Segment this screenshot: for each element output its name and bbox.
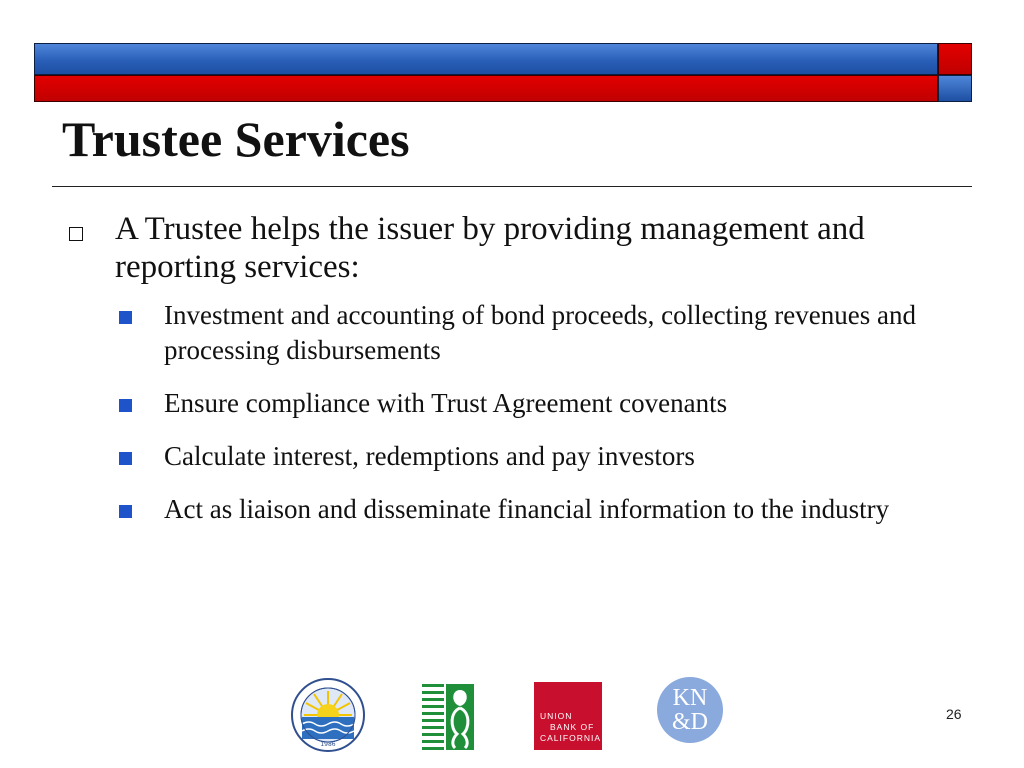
header-banner-red <box>34 75 938 102</box>
filled-square-bullet-icon <box>119 311 132 324</box>
solana-beach-seal-logo <box>290 677 366 753</box>
sub-bullet-text: Calculate interest, redemptions and pay investors <box>164 441 695 471</box>
seal-year: 1986 <box>320 741 336 748</box>
title-divider <box>52 186 972 187</box>
sub-bullet-text: Investment and accounting of bond proceeds, collecting revenues and processing disbursements <box>164 300 916 365</box>
filled-square-bullet-icon <box>119 505 132 518</box>
knd-logo <box>657 677 723 743</box>
slide-title: Trustee Services <box>62 111 410 167</box>
main-bullet-text: A Trustee helps the issuer by providing management and reporting services: <box>115 211 865 285</box>
header-square-red <box>938 43 972 75</box>
knd-logo-bottom: &D <box>672 709 708 735</box>
sub-bullet-item <box>66 386 966 421</box>
slide-body <box>66 210 966 545</box>
header-banner-blue <box>34 43 938 75</box>
filled-square-bullet-icon <box>119 399 132 412</box>
filled-square-bullet-icon <box>119 452 132 465</box>
sub-bullet-item <box>66 298 966 368</box>
sub-bullet-text: Ensure compliance with Trust Agreement covenants <box>164 388 728 418</box>
header-square-blue <box>938 75 972 102</box>
sub-bullet-list <box>66 298 966 527</box>
union-bank-logo <box>534 682 602 750</box>
page-number: 26 <box>946 706 962 722</box>
sub-bullet-item <box>66 492 966 527</box>
knd-logo-top: KN <box>672 685 708 711</box>
hollow-square-bullet-icon <box>69 227 83 241</box>
green-tree-logo <box>422 682 474 752</box>
union-bank-line2: BANK OF <box>550 722 595 732</box>
union-bank-line3: CALIFORNIA <box>540 733 602 743</box>
union-bank-line1: UNION <box>540 711 573 721</box>
sub-bullet-item <box>66 439 966 474</box>
sub-bullet-text: Act as liaison and disseminate financial information to the industry <box>164 494 890 524</box>
main-bullet <box>66 210 966 286</box>
